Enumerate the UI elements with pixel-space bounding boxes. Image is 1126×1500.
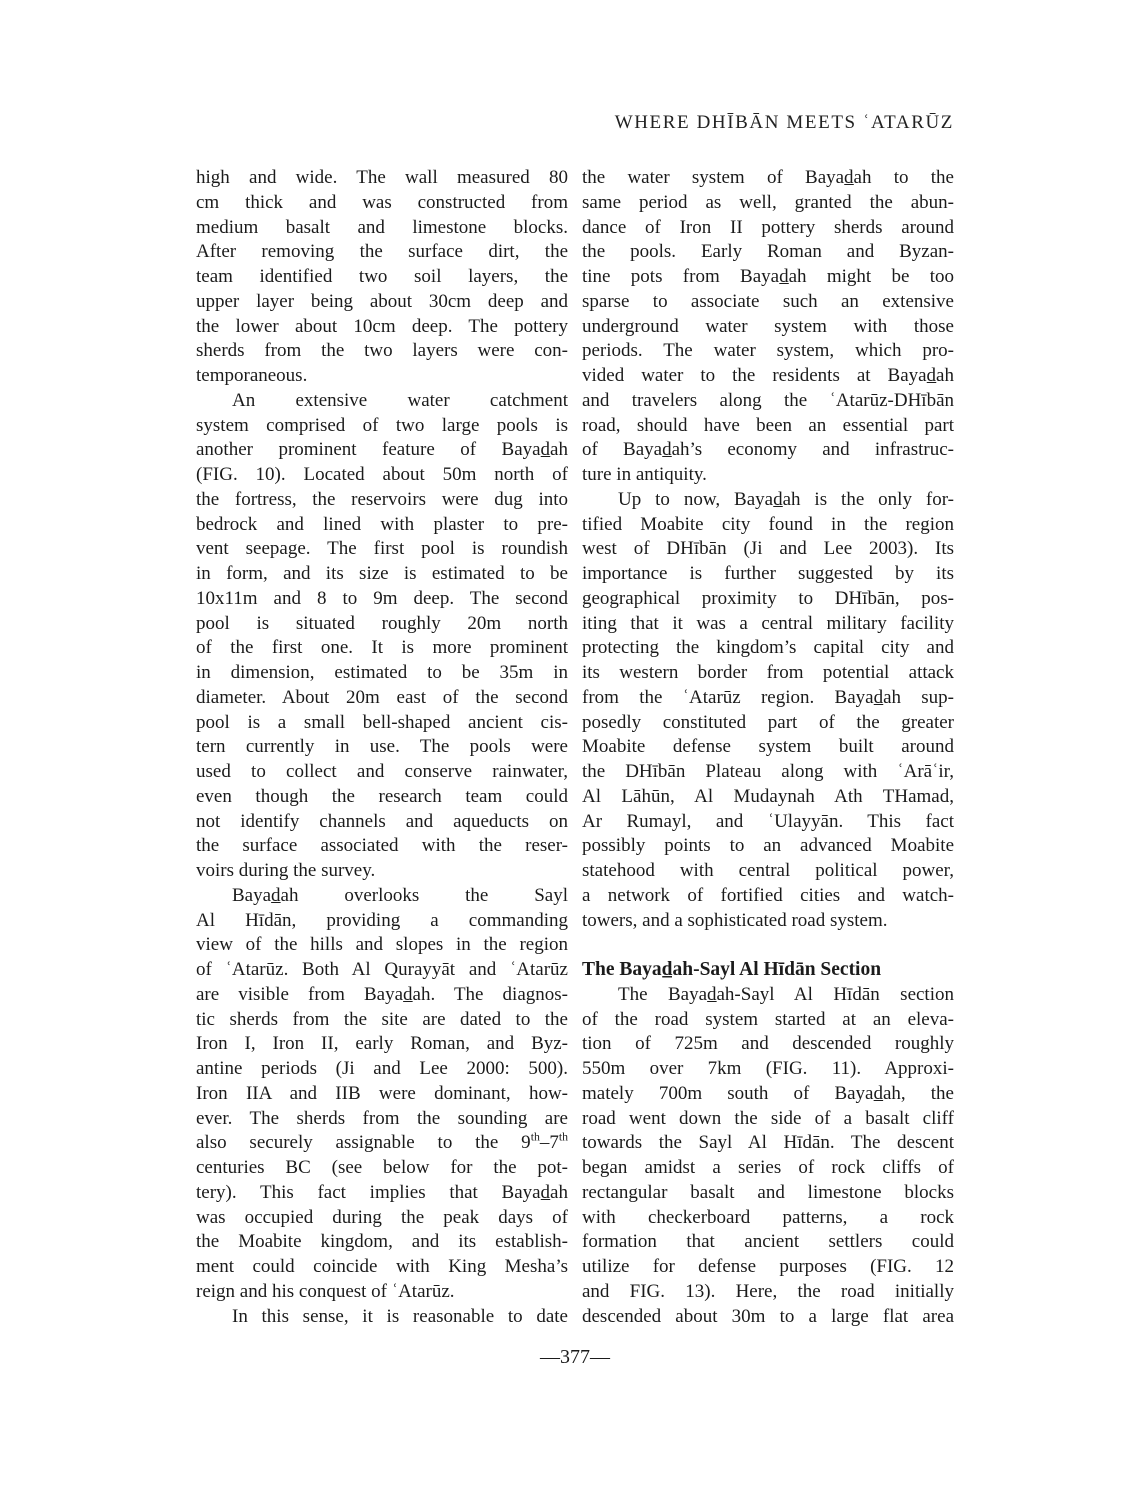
column-right (582, 166, 954, 1329)
text-line: the surface associated with the reser- (196, 835, 568, 857)
text-line: tion of 725m and descended roughly (582, 1033, 954, 1055)
text-line: 10x11m and 8 to 9m deep. The second (196, 587, 568, 609)
text-line: 550m over 7km (FIG. 11). Approxi- (582, 1058, 954, 1079)
text-line: its western border from potential attack (582, 662, 954, 683)
text-line: Moabite defense system built around (582, 736, 954, 758)
text-line: are visible from Bayad̲ah. The diagnos- (196, 983, 568, 1005)
text-line: used to collect and conserve rainwater, (196, 761, 568, 782)
text-line: dance of Iron II pottery sherds around (582, 216, 954, 238)
text-line: tified Moabite city found in the region (582, 513, 954, 535)
text-line: tine pots from Bayad̲ah might be too (582, 266, 954, 287)
text-line: the Moabite kingdom, and its establish- (196, 1231, 568, 1253)
text-line: descended about 30m to a large flat area (582, 1305, 954, 1327)
text-line: Iron IIA and IIB were dominant, how- (196, 1082, 568, 1104)
text-line: towards the Sayl Al Hīdān. The descent (582, 1132, 954, 1154)
text-line: not identify channels and aqueducts on (196, 810, 568, 832)
text-line: possibly points to an advanced Moabite (582, 835, 954, 857)
paragraph (582, 166, 954, 488)
text-line: sherds from the two layers were con- (196, 340, 568, 362)
text-line: formation that ancient settlers could (582, 1231, 954, 1253)
text-line: another prominent feature of Bayad̲ah (196, 439, 568, 461)
section-heading (582, 958, 954, 983)
text-line: view of the hills and slopes in the region (196, 934, 568, 956)
text-line: road went down the side of a basalt cliff (582, 1107, 954, 1129)
paragraph (582, 983, 954, 1330)
text-line: pool is situated roughly 20m north (196, 612, 568, 634)
text-line: temporaneous. (196, 365, 308, 386)
text-line: mately 700m south of Bayad̲ah, the (582, 1082, 954, 1104)
text-line: same period as well, granted the abun- (582, 191, 954, 213)
text-line: with checkerboard patterns, a rock (582, 1206, 954, 1228)
text-line: medium basalt and limestone blocks. (196, 216, 568, 238)
text-line: even though the research team could (196, 785, 568, 807)
text-line: iting that it was a central military facility (582, 612, 954, 634)
text-line: the pools. Early Roman and Byzan- (582, 241, 954, 263)
text-line: tern currently in use. The pools were (196, 736, 568, 758)
column-left (196, 166, 568, 1329)
text-line: Iron I, Iron II, early Roman, and Byz- (196, 1033, 568, 1055)
text-line: and travelers along the ʿAtarūz-DHībān (582, 389, 954, 411)
text-line: and FIG. 13). Here, the road initially (582, 1280, 954, 1302)
text-line: also securely assignable to the 9th–7th (196, 1130, 568, 1154)
text-line: pool is a small bell-shaped ancient cis- (196, 711, 568, 733)
text-line: was occupied during the peak days of (196, 1206, 568, 1228)
text-line: The Bayad̲ah-Sayl Al Hīdān Section (582, 959, 882, 980)
text-line: statehood with central political power, (582, 860, 954, 881)
text-line: from the ʿAtarūz region. Bayad̲ah sup- (582, 686, 954, 708)
text-line: reign and his conquest of ʿAtarūz. (196, 1280, 455, 1302)
text-line: Bayad̲ah overlooks the Sayl (232, 884, 568, 906)
text-line: utilize for defense purposes (FIG. 12 (582, 1256, 954, 1277)
text-line: of the first one. It is more prominent (196, 637, 568, 659)
text-line: vent seepage. The first pool is roundish (196, 538, 568, 560)
text-line: voirs during the survey. (196, 860, 376, 881)
page-number: —377— (540, 1346, 610, 1368)
text-line: in dimension, estimated to be 35m in (196, 662, 568, 683)
text-line: An extensive water catchment (232, 389, 568, 411)
text-line: tic sherds from the site are dated to the (196, 1008, 568, 1030)
text-line: the water system of Bayad̲ah to the (582, 167, 954, 188)
text-line: a network of fortified cities and watch- (582, 884, 954, 906)
text-line: posedly constituted part of the greater (582, 711, 954, 733)
paragraph (196, 884, 568, 1305)
text-line: rectangular basalt and limestone blocks (582, 1181, 954, 1203)
text-line: ment could coincide with King Mesha’s (196, 1256, 568, 1277)
text-line: ever. The sherds from the sounding are (196, 1107, 568, 1129)
text-line: upper layer being about 30cm deep and (196, 290, 568, 312)
text-line: antine periods (Ji and Lee 2000: 500). (196, 1058, 568, 1079)
text-line: vided water to the residents at Bayad̲ah (582, 365, 954, 386)
text-line: The Bayad̲ah-Sayl Al Hīdān section (618, 983, 954, 1005)
text-line: began amidst a series of rock cliffs of (582, 1157, 954, 1178)
text-line: After removing the surface dirt, the (196, 241, 568, 263)
text-line: bedrock and lined with plaster to pre- (196, 513, 568, 535)
text-columns (196, 166, 954, 1329)
text-line: towers, and a sophisticated road system. (582, 909, 888, 931)
text-line: protecting the kingdom’s capital city and (582, 637, 954, 659)
paragraph (582, 488, 954, 934)
text-line: cm thick and was constructed from (196, 191, 568, 213)
text-line: team identified two soil layers, the (196, 266, 568, 287)
text-line: importance is further suggested by its (582, 563, 954, 584)
text-line: Ar Rumayl, and ʿUlayyān. This fact (582, 810, 954, 832)
paragraph (196, 1305, 568, 1330)
text-line: geographical proximity to DHībān, pos- (582, 587, 954, 609)
paragraph (196, 389, 568, 884)
text-line: sparse to associate such an extensive (582, 290, 954, 312)
text-line: tery). This fact implies that Bayad̲ah (196, 1181, 568, 1203)
text-line: In this sense, it is reasonable to date (232, 1305, 568, 1327)
text-line: high and wide. The wall measured 80 (196, 167, 568, 188)
text-line: of ʿAtarūz. Both Al Qurayyāt and ʿAtarūz (196, 959, 568, 980)
text-line: centuries BC (see below for the pot- (196, 1157, 568, 1178)
text-line: the fortress, the reservoirs were dug into (196, 488, 568, 510)
text-line: periods. The water system, which pro- (582, 340, 954, 362)
text-line: Al Lāhūn, Al Mudaynah Ath THamad, (582, 785, 954, 807)
text-line: Al Hīdān, providing a commanding (196, 909, 568, 931)
text-line: ture in antiquity. (582, 464, 707, 485)
text-line: Up to now, Bayad̲ah is the only for- (618, 488, 954, 510)
running-header: WHERE DHĪBĀN MEETS ʿATARŪZ (614, 112, 954, 133)
text-line: the lower about 10cm deep. The pottery (196, 315, 568, 337)
text-line: of Bayad̲ah’s economy and infrastruc- (582, 439, 954, 461)
text-line: of the road system started at an eleva- (582, 1008, 954, 1030)
paragraph (196, 166, 568, 389)
text-line: in form, and its size is estimated to be (196, 563, 568, 584)
text-line: system comprised of two large pools is (196, 414, 568, 436)
text-line: west of DHībān (Ji and Lee 2003). Its (582, 538, 954, 560)
text-line: road, should have been an essential part (582, 414, 954, 436)
text-line: the DHībān Plateau along with ʿArāʿir, (582, 761, 954, 782)
text-line: diameter. About 20m east of the second (196, 686, 568, 708)
text-line: (FIG. 10). Located about 50m north of (196, 464, 568, 485)
text-line: underground water system with those (582, 315, 954, 337)
